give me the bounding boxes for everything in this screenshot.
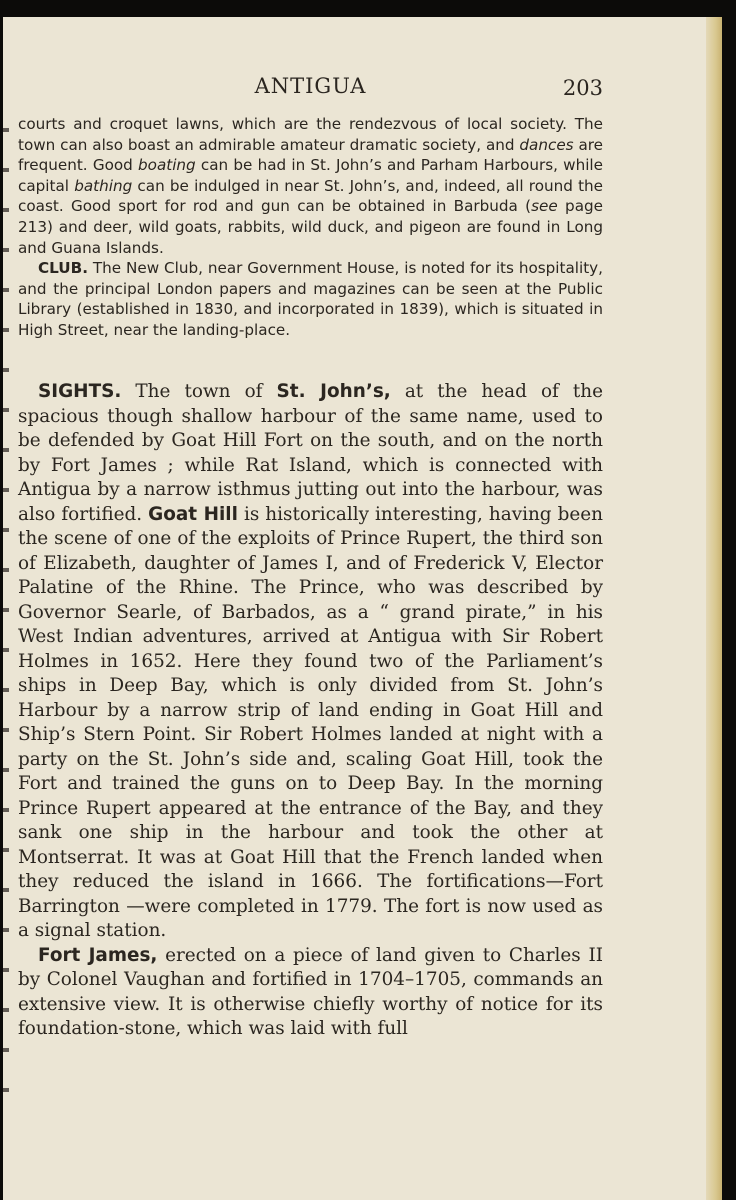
text-run: can be had in St. John’s and Parham Harbours, while capital: [18, 156, 603, 195]
section-heading: SIGHTS.: [38, 381, 122, 402]
text-run: can be indulged in near St. John’s, and, indeed, all round the coast. Good sport for rod and gun can be obtained in Barbuda (: [18, 176, 604, 216]
main-text-section: [18, 380, 603, 1042]
text-run: erected on a piece of land given to Charles II by Colonel Vaughan and fortified in 1704–1705, commands an extensive view. It is otherwise chiefly worthy of notice for its foundation-stone, which was laid with full: [18, 944, 603, 1039]
text-run: The town of: [121, 381, 277, 402]
text-run: The New Club, near Government House, is noted for its hospitality, and the principal London papers and magazines can be seen at the Public Library (established in 1830, and incorporated in 1839), which is situated in High Street, near the landing-place.: [18, 259, 603, 339]
text-run: are frequent. Good: [18, 135, 604, 175]
paragraph-recreation: [18, 114, 603, 258]
text-run: courts and croquet lawns, which are the rendezvous of local society. The town can also boast an admirable amateur dramatic society, and: [18, 115, 603, 154]
italic-text: see: [531, 197, 558, 216]
page-edge: [706, 17, 722, 1200]
section-heading: CLUB.: [38, 259, 88, 278]
italic-text: boating: [138, 156, 196, 175]
text-run: is historically interesting, having been the scene of one of the exploits of Prince Rupert, the third son of Elizabeth, daughter of James I, and of Frederick V, Elector Palatine of the Rhine. The Prince, who was described by Governor Searle, of Barbados, as a “ grand pirate,” in his West Indian adventures, arrived at Antigua with Sir Robert Holmes in 1652. Here they found two of the Parliament’s ships in Deep Bay, which is only divided from St. John’s Harbour by a narrow strip of land ending in Goat Hill and Ship’s Stern Point. Sir Robert Holmes landed at night with a party on the St. John’s side and, scaling Goat Hill, took the Fort and trained the guns on to Deep Bay. In the morning Prince Rupert appeared at the entrance of the Bay, and they sank one ship in the harbour and took the other at Montserrat. It was at Goat Hill that the French landed when they reduced the island in 1666. The fortifications—Fort Barrington —were completed in 1779. The fort is now used as a signal station.: [18, 503, 603, 941]
italic-text: dances: [519, 135, 574, 154]
paragraph-sights: [18, 380, 603, 944]
text-run: page 213) and deer, wild goats, rabbits, wild duck, and pigeon are found in Long and Guana Islands.: [18, 197, 603, 257]
bold-term: Fort James,: [38, 944, 158, 966]
italic-text: bathing: [74, 176, 133, 195]
bold-term: St. John’s,: [276, 381, 391, 402]
paragraph-club: [18, 258, 603, 340]
paragraph-fort-james: [18, 944, 603, 1042]
text-run: at the head of the spacious though shallow harbour of the same name, used to be defended by Goat Hill Fort on the south, and on the north by Fort James ; while Rat Island, which is connected with Antigua by a narrow isthmus jutting out into the harbour, was also fortified.: [18, 381, 604, 525]
binding-marks: [3, 110, 9, 1100]
small-print-section: [18, 114, 603, 341]
page-number: 203: [562, 76, 603, 100]
bold-term: Goat Hill: [148, 503, 238, 525]
page-header: [18, 70, 603, 110]
running-title: ANTIGUA: [254, 74, 367, 98]
